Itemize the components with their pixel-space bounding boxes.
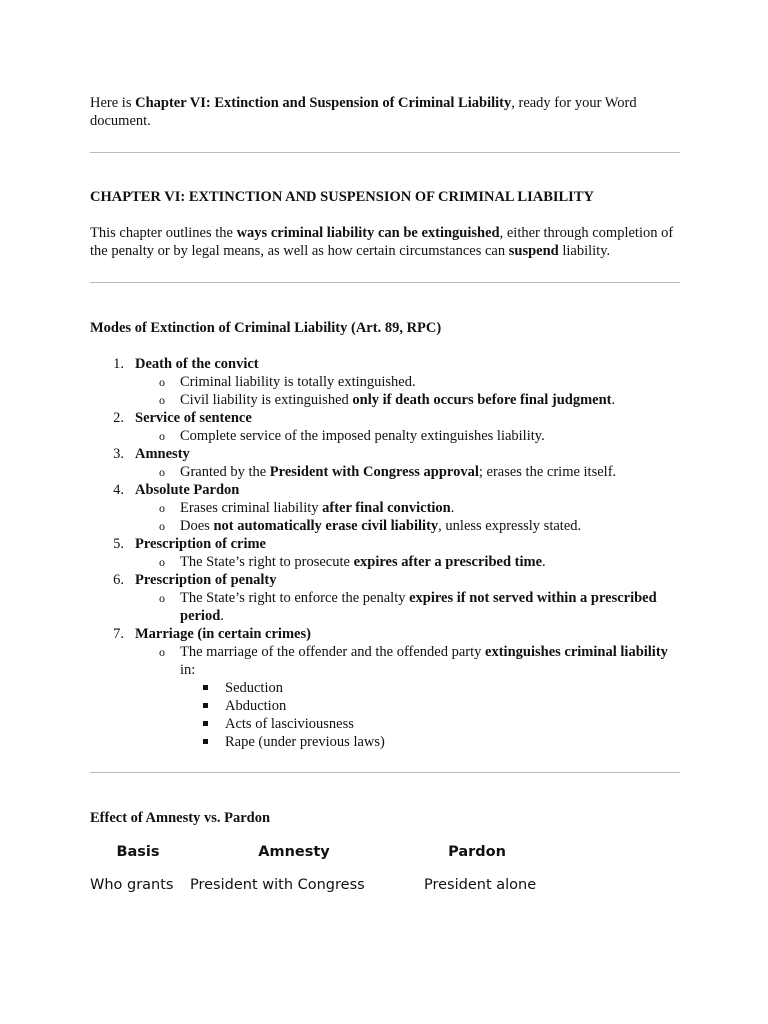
- sub-item: [135, 553, 680, 571]
- list-item: [90, 625, 680, 751]
- sub-bold: expires if not served within a prescribed period: [180, 590, 657, 624]
- circle-bullet-icon: o: [159, 375, 165, 389]
- sub-item: [135, 643, 680, 751]
- sub-item: [135, 391, 680, 409]
- sub-list: [135, 373, 680, 409]
- item-number: 2.: [113, 410, 124, 426]
- sub-item: [135, 463, 680, 481]
- desc-mid: , either through completion of the penalty or by legal means, as well as how certain circumstances can: [90, 225, 674, 259]
- divider: [90, 152, 680, 153]
- item-number: 7.: [113, 626, 124, 642]
- sub-text: The State’s right to prosecute: [180, 554, 354, 570]
- circle-bullet-icon: o: [159, 393, 165, 407]
- square-bullet-icon: [203, 739, 208, 744]
- table-cell: President alone: [424, 877, 537, 893]
- sub-item: [135, 517, 680, 535]
- mode-title: Absolute Pardon: [135, 482, 240, 498]
- list-item: [90, 445, 680, 481]
- desc-suffix: liability.: [558, 243, 611, 259]
- desc-prefix: This chapter outlines the: [90, 225, 237, 241]
- circle-bullet-icon: o: [159, 465, 165, 479]
- circle-bullet-icon: o: [159, 519, 165, 533]
- document-page: [90, 94, 680, 894]
- sub-post: .: [542, 554, 546, 570]
- desc-bold-1: ways criminal liability can be extinguished: [236, 225, 500, 241]
- sub-sub-item: [180, 697, 680, 715]
- list-item: [90, 535, 680, 571]
- divider: [90, 282, 680, 283]
- effect-section-title: Effect of Amnesty vs. Pardon: [90, 810, 271, 826]
- sub-text: Complete service of the imposed penalty extinguishes liability.: [180, 428, 545, 444]
- sub-text: The State’s right to enforce the penalty: [180, 590, 410, 606]
- item-number: 6.: [113, 572, 124, 588]
- list-item: [90, 571, 680, 625]
- sub-list: [135, 643, 680, 751]
- list-item: [90, 481, 680, 535]
- list-item: [90, 409, 680, 445]
- sub-text: Criminal liability is totally extinguished.: [180, 374, 416, 390]
- sub-bold: not automatically erase civil liability: [213, 518, 439, 534]
- sub-bold: extinguishes criminal liability: [485, 644, 668, 660]
- sub-sub-text: Seduction: [225, 680, 283, 696]
- mode-title: Death of the convict: [135, 356, 259, 372]
- circle-bullet-icon: o: [159, 645, 165, 659]
- sub-post: , unless expressly stated.: [438, 518, 582, 534]
- divider: [90, 772, 680, 773]
- table-header-cell: Amnesty: [258, 844, 330, 860]
- sub-post: .: [450, 500, 455, 516]
- circle-bullet-icon: o: [159, 429, 165, 443]
- sub-post: ; erases the crime itself.: [478, 464, 617, 480]
- item-number: 5.: [113, 536, 124, 552]
- mode-title: Service of sentence: [135, 410, 252, 426]
- sub-bold: only if death occurs before final judgment: [352, 392, 612, 408]
- sub-list: [135, 499, 680, 535]
- table-row: [88, 876, 554, 894]
- circle-bullet-icon: o: [159, 591, 165, 605]
- intro-paragraph: [90, 94, 680, 130]
- modes-section-title: Modes of Extinction of Criminal Liability (Art. 89, RPC): [90, 320, 442, 336]
- table-header-cell: Basis: [116, 844, 160, 860]
- sub-sub-item: [180, 733, 680, 751]
- mode-title: Prescription of crime: [135, 536, 266, 552]
- item-number: 1.: [113, 356, 124, 372]
- circle-bullet-icon: o: [159, 555, 165, 569]
- mode-title: Marriage (in certain crimes): [135, 626, 311, 642]
- sub-item: [135, 427, 680, 445]
- mode-title: Amnesty: [135, 446, 190, 462]
- sub-list: [135, 553, 680, 571]
- chapter-title: CHAPTER VI: EXTINCTION AND SUSPENSION OF CRIMINAL LIABILITY: [90, 189, 594, 205]
- sub-item: [135, 373, 680, 391]
- sub-item: [135, 589, 680, 625]
- sub-sub-text: Acts of lasciviousness: [225, 716, 354, 732]
- intro-bold: Chapter VI: Extinction and Suspension of Criminal Liability: [135, 95, 512, 111]
- comparison-table: [88, 843, 554, 894]
- circle-bullet-icon: o: [159, 501, 165, 515]
- sub-post: .: [220, 608, 224, 624]
- sub-bold: after final conviction: [322, 500, 451, 516]
- sub-sub-item: [180, 679, 680, 697]
- item-number: 3.: [113, 446, 124, 462]
- sub-post: .: [611, 392, 616, 408]
- item-number: 4.: [113, 482, 124, 498]
- desc-bold-2: suspend: [508, 243, 559, 259]
- chapter-description: [90, 224, 680, 260]
- sub-text: Does: [180, 518, 214, 534]
- table-cell: President with Congress: [190, 877, 365, 893]
- list-item: [90, 355, 680, 409]
- sub-list: [135, 427, 680, 445]
- square-bullet-icon: [203, 685, 208, 690]
- table-header-row: [88, 843, 554, 876]
- sub-text: Erases criminal liability: [180, 500, 323, 516]
- table-header-cell: Pardon: [448, 844, 506, 860]
- sub-sub-item: [180, 715, 680, 733]
- sub-text: Civil liability is extinguished: [180, 392, 353, 408]
- sub-sub-text: Abduction: [225, 698, 287, 714]
- mode-title: Prescription of penalty: [135, 572, 277, 588]
- sub-list: [135, 463, 680, 481]
- sub-sub-text: Rape (under previous laws): [225, 734, 385, 750]
- sub-text: The marriage of the offender and the offended party: [180, 644, 486, 660]
- table-cell: Who grants: [90, 877, 174, 893]
- sub-list: [135, 589, 680, 625]
- sub-item: [135, 499, 680, 517]
- sub-sub-list: [180, 679, 680, 751]
- sub-text: Granted by the: [180, 464, 270, 480]
- sub-bold: President with Congress approval: [269, 464, 479, 480]
- intro-prefix: Here is: [90, 95, 136, 111]
- modes-list: [90, 355, 680, 751]
- sub-post: in:: [180, 662, 196, 678]
- square-bullet-icon: [203, 703, 208, 708]
- sub-bold: expires after a prescribed time: [353, 554, 543, 570]
- square-bullet-icon: [203, 721, 208, 726]
- intro-suffix: , ready for your Word document.: [90, 95, 637, 129]
